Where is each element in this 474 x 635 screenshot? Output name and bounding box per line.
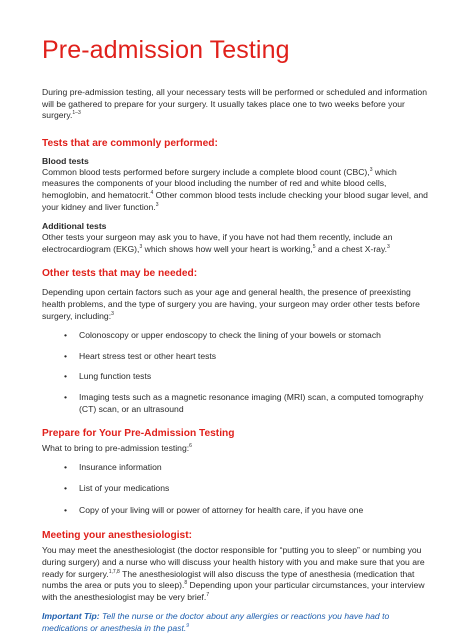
additional-ref-b: 5 — [312, 243, 316, 250]
blood-text-c: Other common blood tests include checking your blood sugar level, and your kidney and liver function. — [42, 189, 428, 212]
bullet-icon: • — [64, 371, 68, 382]
intro-ref: 1–3 — [72, 110, 81, 117]
meet-ref-a: 1,7,8 — [108, 568, 120, 575]
list-item — [64, 462, 432, 474]
bullet-icon: • — [64, 504, 68, 515]
anesthesiologist-heading: Meeting your anesthesiologist: — [42, 530, 193, 542]
additional-text-b: which shows how well your heart is working, — [142, 243, 313, 254]
meet-ref-b: 8 — [184, 580, 188, 587]
intro-paragraph — [42, 87, 432, 122]
meet-text-a: You may meet the anesthesiologist (the doctor responsible for “putting you to sleep” or numbing you during surgery) and a nurse who will discuss your health history with you and make sure that you are ready for surgery. — [42, 545, 425, 579]
meet-ref-c: 7 — [206, 591, 210, 598]
list-item — [64, 392, 432, 415]
list-item — [64, 330, 432, 342]
prepare-ref: 6 — [189, 443, 192, 450]
other-tests-paragraph — [42, 287, 432, 322]
list-item — [64, 351, 432, 363]
tip-label: Important Tip: — [42, 611, 100, 622]
list-item-text: Insurance information — [79, 461, 162, 472]
additional-text-c: and a chest X-ray. — [315, 243, 388, 254]
bring-list — [42, 462, 432, 517]
bullet-icon: • — [64, 461, 68, 472]
intro-text: During pre-admission testing, all your necessary tests will be performed or scheduled and information will be gathered to prepare for your surgery. It usually takes place one to two weeks before your surgery. — [42, 87, 427, 121]
bullet-icon: • — [64, 391, 68, 402]
prepare-text: What to bring to pre-admission testing: — [42, 443, 190, 454]
page-title: Pre-admission Testing — [42, 36, 290, 64]
list-item-text: Copy of your living will or power of attorney for health care, if you have one — [79, 504, 364, 515]
bullet-icon: • — [64, 483, 68, 494]
blood-ref-a: 3 — [369, 166, 373, 173]
additional-tests-heading: Additional tests — [42, 221, 107, 232]
common-tests-heading: Tests that are commonly performed: — [42, 137, 218, 149]
prepare-paragraph — [42, 443, 432, 455]
anesthesiologist-paragraph — [42, 545, 432, 603]
blood-text-b: which measures the components of your blood including the number of red and white blood cells, hemoglobin, and hematocrit. — [42, 166, 397, 200]
list-item — [64, 371, 432, 383]
meet-text-b: The anesthesiologist will also discuss the type of anesthesia (medication that numbs the area or puts you to sleep). — [42, 568, 415, 591]
other-text: Depending upon certain factors such as your age and general health, the presence of preexisting health problems, and the type of surgery you are having, your surgeon may order other tests before surgery, including: — [42, 287, 420, 321]
additional-text-a: Other tests your surgeon may ask you to have, if you have not had them recently, include an electrocardiogram (EKG), — [42, 232, 393, 254]
tip-text: Tell the nurse or the doctor about any allergies or reactions you have had to medications or anesthesia in the past. — [42, 611, 390, 634]
list-item — [64, 505, 432, 517]
list-item-text: Lung function tests — [79, 371, 152, 382]
blood-tests-heading: Blood tests — [42, 155, 89, 166]
other-tests-heading: Other tests that may be needed: — [42, 268, 198, 280]
additional-ref-c: 3 — [387, 243, 390, 250]
additional-tests-paragraph — [42, 232, 432, 255]
prepare-heading: Prepare for Your Pre-Admission Testing — [42, 428, 235, 440]
bullet-icon: • — [64, 350, 68, 361]
list-item — [64, 483, 432, 495]
blood-text-a: Common blood tests performed before surgery include a complete blood count (CBC), — [42, 166, 370, 177]
blood-ref-b: 4 — [150, 190, 154, 197]
list-item-text: Heart stress test or other heart tests — [79, 350, 217, 361]
blood-tests-paragraph — [42, 167, 432, 213]
additional-ref-a: 3 — [139, 243, 143, 250]
tip-ref: 9 — [186, 623, 190, 630]
bullet-icon: • — [64, 330, 68, 341]
other-ref: 3 — [111, 310, 114, 317]
important-tip — [42, 611, 432, 634]
list-item-text: List of your medications — [79, 483, 170, 494]
blood-ref-c: 3 — [155, 201, 159, 208]
meet-text-c: Depending upon your particular circumstances, your interview with the anesthesiologist may be very brief. — [42, 580, 425, 602]
list-item-text: Imaging tests such as a magnetic resonance imaging (MRI) scan, a computed tomography (CT) scan, or an ultrasound — [79, 391, 424, 414]
other-tests-list — [42, 330, 432, 415]
list-item-text: Colonoscopy or upper endoscopy to check the lining of your bowels or stomach — [79, 330, 381, 341]
